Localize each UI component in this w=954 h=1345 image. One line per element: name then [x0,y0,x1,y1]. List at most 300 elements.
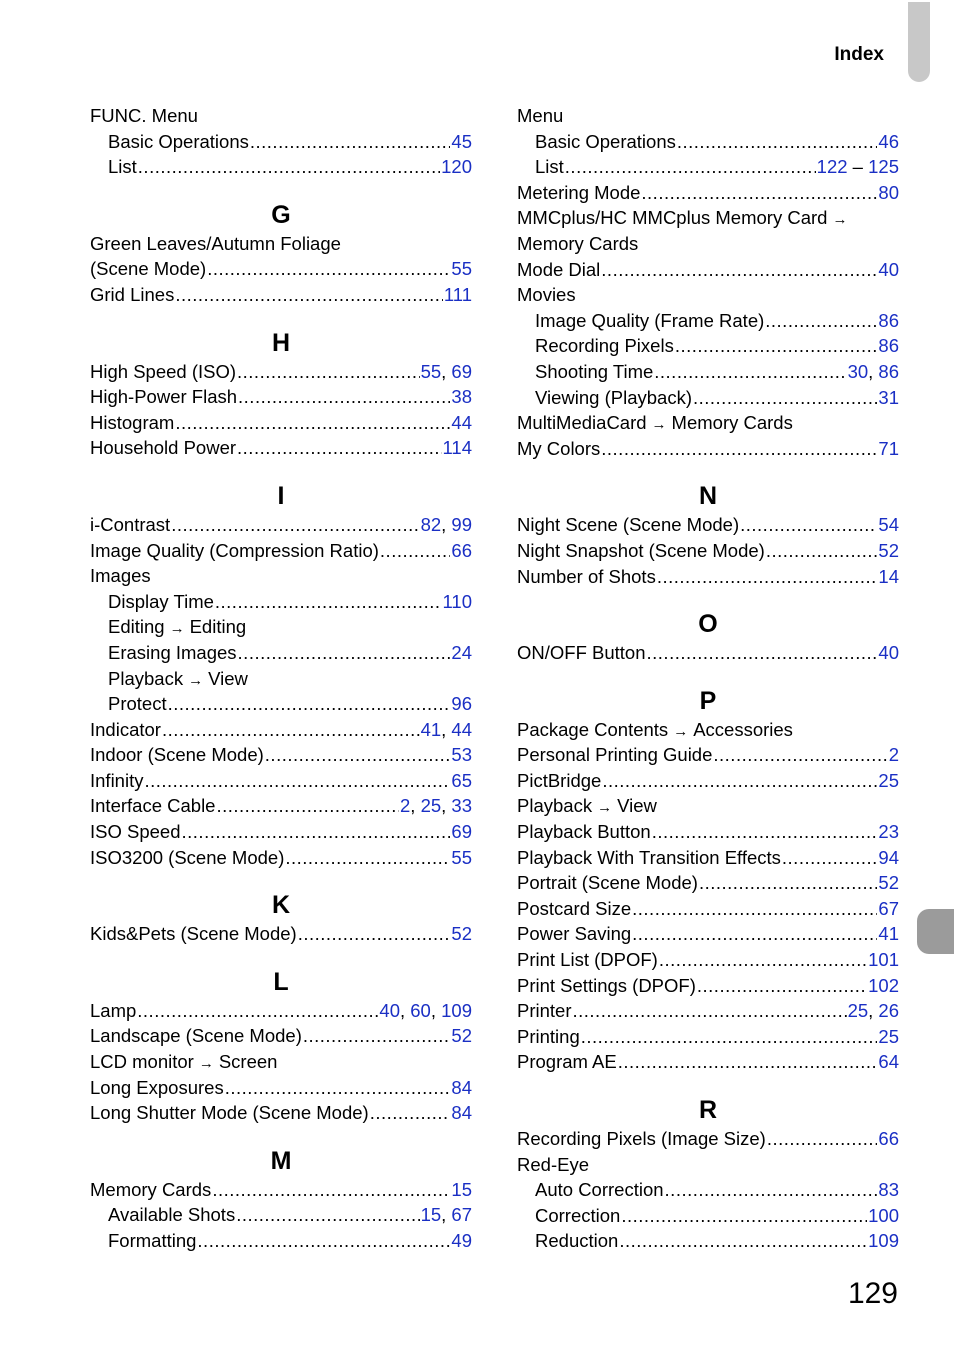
page-link[interactable]: 64 [878,1051,899,1073]
dot-leader [767,1126,878,1152]
page-link[interactable]: 125 [868,156,899,178]
page-link[interactable]: 55 [451,258,472,280]
entry-term: Memory Cards [517,232,639,254]
page-refs [878,180,899,206]
index-subentry [517,1228,899,1254]
dot-leader [693,385,877,411]
dot-leader [641,180,877,206]
page-refs [451,1075,472,1101]
index-entry [517,742,899,768]
section-letter: R [698,1096,718,1124]
index-entry [517,1126,899,1152]
index-entry [90,793,472,819]
page-link[interactable]: 44 [451,411,472,433]
index-entry [90,512,472,538]
dot-leader [370,1100,451,1126]
range-dash: – [847,156,869,178]
page-link[interactable]: 94 [878,846,899,868]
page-separator: , [441,795,452,817]
index-subentry [517,129,899,155]
page-link[interactable]: 24 [451,641,472,663]
page-refs [421,1202,472,1228]
page-link[interactable]: 41 [878,923,899,945]
entry-term: Household Power [90,437,237,459]
page-link[interactable]: 69 [451,821,472,843]
dot-leader [654,359,846,385]
index-entry [517,768,899,794]
page-link[interactable]: 66 [878,1128,899,1149]
dot-leader [138,154,440,180]
see-target: View [617,795,657,817]
index-entry [517,845,899,871]
index-subentry [90,691,472,717]
index-entry [90,384,472,410]
entry-term: Green Leaves/Autumn Foliage [90,232,341,254]
see-arrow-icon: → [832,211,848,229]
page-link[interactable]: 46 [878,130,899,152]
see-target: Memory Cards [671,412,793,434]
page-refs [878,538,899,564]
dot-leader [225,1075,451,1101]
page-link[interactable]: 101 [868,949,899,971]
dot-leader [740,512,877,538]
index-subentry [90,1202,472,1228]
page-refs [451,256,472,282]
index-entry [517,436,899,462]
page-link[interactable]: 40 [878,258,899,280]
page-refs [444,282,472,308]
page-link[interactable]: 26 [878,1000,899,1022]
page-refs [878,870,899,896]
page-link[interactable]: 25 [420,795,442,817]
entry-term: Display Time [108,590,214,612]
page-link[interactable]: 122 [816,156,848,178]
entry-term: Metering Mode [517,181,641,203]
page-refs [878,333,899,359]
index-subentry [517,1203,899,1229]
page-link[interactable]: 80 [878,181,899,203]
entry-term: Available Shots [108,1204,236,1226]
page-refs [848,998,899,1024]
index-subentry [90,154,472,180]
page-refs [878,308,899,334]
entry-term: Kids&Pets (Scene Mode) [90,923,297,945]
index-subentry [90,589,472,615]
index-entry [517,103,899,129]
entry-term: Playback Button [517,821,651,843]
index-entry [517,998,899,1024]
entry-term: List [535,156,564,178]
section-letter: O [698,610,718,639]
page-link[interactable]: 25 [878,769,899,791]
chapter-tab-top [908,2,930,82]
index-subentry [517,359,899,385]
dot-leader [197,1228,450,1254]
page-refs [868,1228,899,1254]
page-link[interactable]: 120 [441,156,472,178]
dot-leader [657,564,878,590]
entry-term: Memory Cards [90,1178,212,1200]
index-subentry [90,1228,472,1254]
dot-leader [237,359,420,385]
entry-term: PictBridge [517,769,602,791]
entry-term: Portrait (Scene Mode) [517,872,698,894]
page-refs [451,538,472,564]
page-refs [878,436,899,462]
index-entry [90,563,472,589]
page-refs [878,921,899,947]
index-entry [90,359,472,385]
entry-term: Formatting [108,1230,197,1251]
entry-term: Viewing (Playback) [535,386,692,408]
entry-term: Indoor (Scene Mode) [90,744,264,766]
page-refs [441,154,472,180]
page-link[interactable]: 86 [878,309,899,331]
index-entry [90,768,472,794]
see-arrow-icon: → [198,1055,214,1073]
entry-term: List [108,156,137,178]
page-link[interactable]: 60 [410,999,431,1021]
entry-term: Images [90,565,151,587]
index-entry [90,1075,472,1101]
page-link[interactable]: 30 [847,360,869,382]
entry-term: Erasing Images [108,641,237,663]
page-link[interactable]: 52 [878,872,899,894]
index-subentry [90,666,472,692]
dot-leader [162,717,420,743]
entry-term: i-Contrast [90,513,171,535]
chapter-tab-side [917,909,954,954]
entry-term: ISO3200 (Scene Mode) [90,846,285,868]
entry-term: (Scene Mode) [90,258,207,280]
page-refs [878,1049,899,1075]
page-link[interactable]: 31 [878,386,899,408]
page-refs [451,845,472,871]
index-subentry [517,333,899,359]
page-separator: , [441,513,452,535]
page-link[interactable]: 45 [451,130,472,152]
index-entry [90,742,472,768]
entry-term: Number of Shots [517,565,656,587]
page-refs [878,1177,899,1203]
index-entry [517,205,899,231]
page-refs [878,845,899,871]
page-link[interactable]: 14 [878,565,899,587]
page-link[interactable]: 15 [420,1204,442,1226]
page-refs [451,410,472,436]
page-separator: , [441,360,452,382]
dot-leader [265,742,451,768]
page-link[interactable]: 102 [868,974,899,996]
page-refs [868,1203,899,1229]
dot-leader [618,1049,878,1075]
entry-term: Shooting Time [535,360,654,382]
page-link[interactable]: 38 [451,386,472,408]
index-entry [517,640,899,666]
entry-term: Recording Pixels (Image Size) [517,1128,766,1149]
dot-leader [697,973,867,999]
page-refs [451,384,472,410]
index-entry [90,256,472,282]
page-refs [451,691,472,717]
page-link[interactable]: 40 [379,999,400,1021]
entry-term: Mode Dial [517,258,601,280]
page-link[interactable]: 52 [878,539,899,561]
dot-leader [621,1203,867,1229]
page-refs [451,640,472,666]
page-link[interactable]: 82 [420,513,442,535]
page-refs [878,896,899,922]
entry-term: Night Scene (Scene Mode) [517,514,740,536]
page-refs [379,998,472,1024]
dot-leader [236,1202,419,1228]
see-arrow-icon: → [673,722,689,740]
dot-leader [216,793,399,819]
section-letter: I [277,481,285,510]
entry-term: Power Saving [517,923,632,945]
entry-term: Protect [108,693,167,715]
section-letter: N [698,482,718,511]
page-refs [878,819,899,845]
dot-leader [766,538,878,564]
page-link[interactable]: 86 [878,360,899,382]
index-entry [517,973,899,999]
entry-term: ISO Speed [90,821,181,843]
dot-leader [175,282,443,308]
page-refs [878,512,899,538]
entry-term: Movies [517,284,576,306]
page-refs [878,385,899,411]
page-link[interactable]: 52 [451,923,472,945]
page-link[interactable]: 110 [442,590,472,612]
see-target: View [208,667,248,689]
entry-term: ON/OFF Button [517,642,646,664]
index-column-left [90,103,472,1254]
page-link[interactable]: 53 [451,744,472,766]
page-link[interactable]: 67 [878,897,899,919]
dot-leader [699,870,877,896]
see-target: Accessories [693,718,793,740]
dot-leader [632,921,877,947]
page-link[interactable]: 41 [420,718,442,740]
page-link[interactable]: 40 [878,642,899,664]
index-entry [517,896,899,922]
page-link[interactable]: 96 [451,693,472,715]
entry-term: Recording Pixels [535,335,674,357]
entry-term: MultiMediaCard [517,412,647,434]
index-subentry [90,614,472,640]
page-refs [878,640,899,666]
page-link[interactable]: 52 [451,1025,472,1047]
entry-term: Reduction [535,1230,619,1252]
index-entry [90,717,472,743]
index-entry [90,282,472,308]
entry-term: Package Contents [517,718,669,740]
index-entry [517,1152,899,1178]
index-entry [517,538,899,564]
entry-term: Long Exposures [90,1076,224,1098]
page-title: Index [834,44,884,65]
index-entry [517,1049,899,1075]
page-link[interactable]: 111 [443,283,472,305]
page-refs [848,359,899,385]
page-link[interactable]: 109 [441,999,472,1021]
page-link[interactable]: 55 [420,360,442,382]
page-refs [421,512,472,538]
entry-term: Interface Cable [90,795,216,817]
page-link[interactable]: 25 [878,1025,899,1047]
index-entry [90,1049,472,1075]
see-target: Editing [189,616,247,638]
page-refs [451,1023,472,1049]
index-entry [90,1100,472,1126]
page-link[interactable]: 114 [442,437,472,459]
entry-term: Histogram [90,411,175,433]
section-letter: G [271,200,291,229]
entry-term: High-Power Flash [90,386,238,408]
index-subentry [90,640,472,666]
see-arrow-icon: → [188,671,204,689]
entry-term: Image Quality (Compression Ratio) [90,539,379,561]
section-letter: H [271,328,291,357]
page-link[interactable]: 69 [451,360,472,382]
section-letter: P [699,686,717,715]
index-entry [517,793,899,819]
section-letter: K [271,891,291,920]
entry-term: High Speed (ISO) [90,360,237,382]
dot-leader [665,1177,878,1203]
index-entry [517,921,899,947]
dot-leader [659,947,867,973]
page-link[interactable]: 49 [451,1230,472,1251]
page-link[interactable]: 54 [878,514,899,536]
page-refs [451,921,472,947]
dot-leader [601,436,877,462]
page-link[interactable]: 25 [847,1000,869,1022]
index-entry [90,103,472,129]
entry-term: Program AE [517,1051,617,1073]
page-link[interactable]: 100 [868,1204,899,1226]
index-subentry [90,129,472,155]
index-entry [517,947,899,973]
page-refs [817,154,899,180]
page-refs [878,129,899,155]
dot-leader [652,819,878,845]
dot-leader [619,1228,867,1254]
dot-leader [713,742,887,768]
dot-leader [632,896,877,922]
dot-leader [175,410,450,436]
index-entry [90,1177,472,1203]
index-entry [90,231,472,257]
index-entry [517,512,899,538]
page-link[interactable]: 65 [451,769,472,791]
dot-leader [171,512,419,538]
page-refs [443,435,473,461]
page-link[interactable]: 33 [451,795,472,817]
index-entry [90,1023,472,1049]
entry-term: Print Settings (DPOF) [517,974,696,996]
page-refs [868,973,899,999]
page-refs [451,742,472,768]
page-refs [443,589,473,615]
page-link[interactable]: 84 [451,1102,472,1124]
page-refs [451,1177,472,1203]
dot-leader [298,921,451,947]
entry-term: Menu [517,105,564,126]
dot-leader [182,819,451,845]
dot-leader [250,129,451,155]
page-refs [451,1228,472,1254]
page-link[interactable]: 23 [878,821,899,843]
index-entry [517,257,899,283]
dot-leader [565,154,816,180]
page-link[interactable]: 99 [451,513,472,535]
entry-term: Landscape (Scene Mode) [90,1025,302,1047]
page-link[interactable]: 86 [878,335,899,357]
page-link[interactable]: 2 [888,744,899,766]
page-link[interactable]: 84 [451,1076,472,1098]
entry-term: LCD monitor [90,1051,194,1073]
index-subentry [517,308,899,334]
dot-leader [168,691,451,717]
index-subentry [517,385,899,411]
see-arrow-icon: → [651,416,667,434]
dot-leader [237,435,441,461]
entry-term: Editing [108,616,165,638]
entry-term: Playback [517,795,593,817]
page-separator: , [868,1000,879,1022]
dot-leader [215,589,442,615]
page-link[interactable]: 44 [451,718,472,740]
page-link[interactable]: 83 [878,1179,899,1201]
dot-leader [765,308,877,334]
entry-term: Red-Eye [517,1153,589,1175]
index-entry [517,870,899,896]
entry-term: Basic Operations [108,130,249,152]
page-link[interactable]: 71 [878,437,899,459]
index-entry [90,998,472,1024]
entry-term: Auto Correction [535,1179,664,1201]
page-refs [421,359,472,385]
page-refs [421,717,472,743]
dot-leader [144,768,450,794]
entry-term: Playback With Transition Effects [517,846,781,868]
page-link[interactable]: 66 [451,539,472,561]
page-separator: , [410,795,421,817]
dot-leader [601,257,877,283]
dot-leader [677,129,878,155]
index-entry [517,180,899,206]
entry-term: Playback [108,667,184,689]
page-link[interactable]: 109 [868,1230,899,1252]
entry-term: Night Snapshot (Scene Mode) [517,539,765,561]
page-link[interactable]: 2 [399,795,411,817]
page-refs [878,768,899,794]
dot-leader [207,256,450,282]
entry-term: Print List (DPOF) [517,949,658,971]
index-entry [517,231,899,257]
index-entry [517,564,899,590]
dot-leader [602,768,877,794]
dot-leader [675,333,878,359]
index-entry [90,819,472,845]
page-refs [451,819,472,845]
page-link[interactable]: 55 [451,846,472,868]
page-link[interactable]: 67 [451,1204,472,1226]
index-entry [90,845,472,871]
page-link[interactable]: 15 [451,1178,472,1200]
